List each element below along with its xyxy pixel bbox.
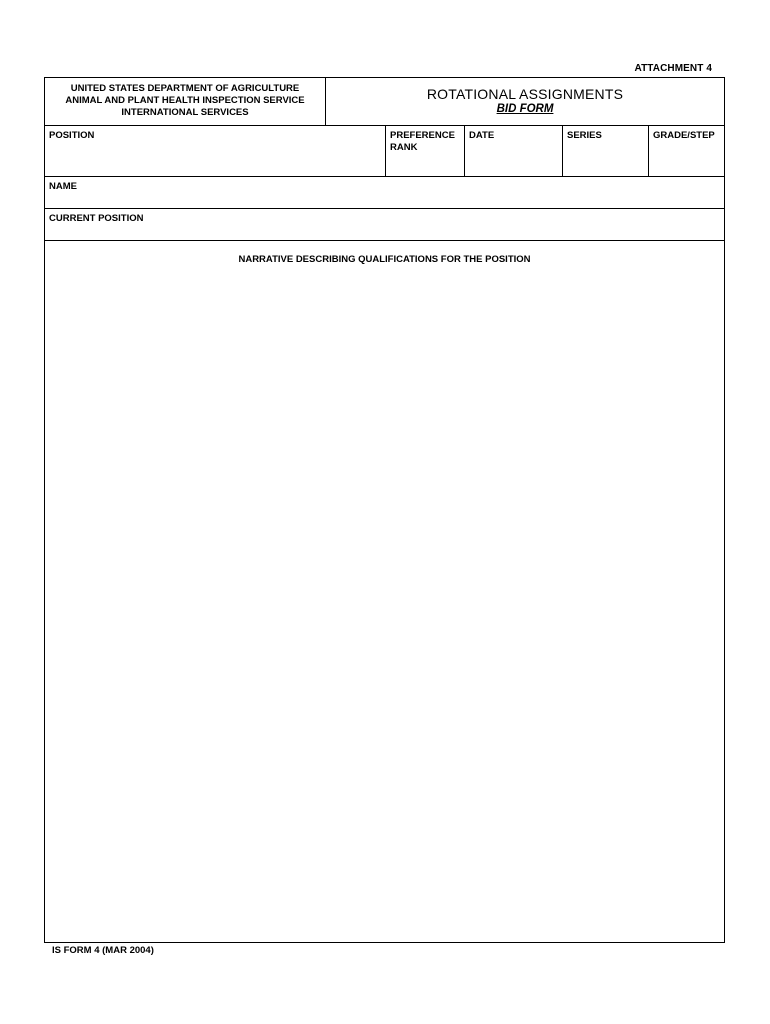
date-field[interactable] (464, 126, 562, 176)
form-title: ROTATIONAL ASSIGNMENTS (426, 86, 624, 102)
series-field[interactable] (562, 126, 648, 176)
series-label: SERIES (567, 130, 602, 141)
name-field[interactable] (45, 177, 724, 209)
agency-line-1: UNITED STATES DEPARTMENT OF AGRICULTURE (70, 83, 300, 94)
preference-rank-label: PREFERENCE RANK (390, 130, 455, 153)
form-subtitle: BID FORM (496, 103, 554, 115)
agency-line-3: INTERNATIONAL SERVICES (121, 107, 249, 118)
grade-step-label: GRADE/STEP (653, 130, 715, 141)
narrative-label: NARRATIVE DESCRIBING QUALIFICATIONS FOR THE POSITION (238, 254, 531, 265)
title-block (326, 78, 724, 125)
position-label: POSITION (49, 130, 95, 141)
bid-form (44, 77, 725, 943)
form-id: IS FORM 4 (MAR 2004) (52, 945, 154, 956)
position-field[interactable] (45, 126, 385, 176)
name-label: NAME (49, 181, 77, 192)
position-fields-row (45, 126, 724, 177)
current-position-label: CURRENT POSITION (49, 213, 144, 224)
agency-block (45, 78, 326, 125)
narrative-text-area[interactable] (51, 273, 718, 936)
preference-rank-field[interactable] (385, 126, 464, 176)
agency-line-2: ANIMAL AND PLANT HEALTH INSPECTION SERVICE (65, 95, 305, 106)
narrative-section (45, 241, 724, 942)
current-position-field[interactable] (45, 209, 724, 241)
attachment-label: ATTACHMENT 4 (634, 63, 712, 74)
grade-step-field[interactable] (648, 126, 724, 176)
form-header (45, 78, 724, 126)
date-label: DATE (469, 130, 495, 141)
